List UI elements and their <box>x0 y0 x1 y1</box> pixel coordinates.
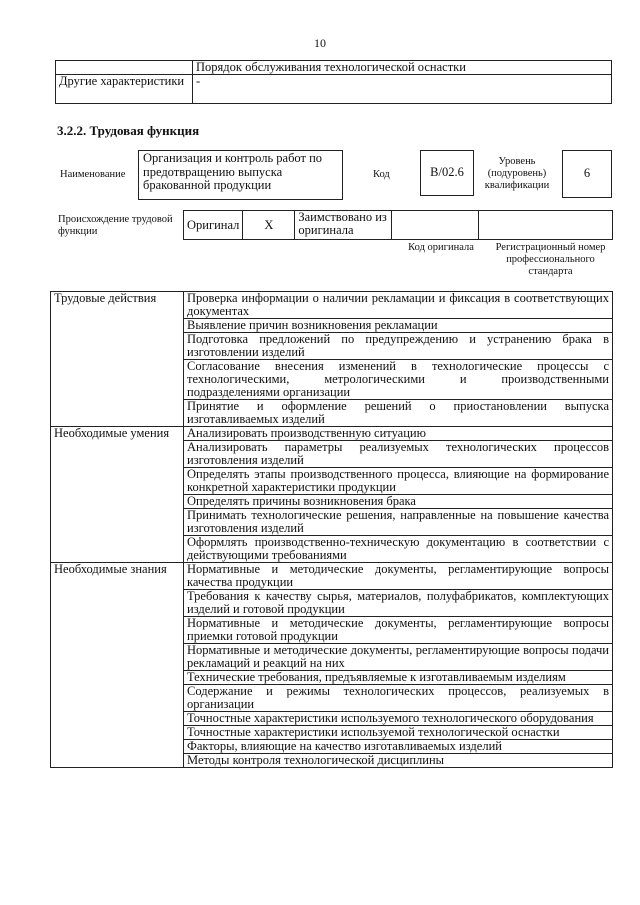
code-original-label: Код оригинала <box>408 242 474 253</box>
original-label: Оригинал <box>184 211 243 240</box>
reg-number-label: Регистрационный номер профессионального стандарта <box>495 242 606 277</box>
code-label: Код <box>373 169 390 180</box>
table-row <box>51 427 613 441</box>
group-item: Нормативные и методические документы, регламентирующие вопросы качества продукции <box>184 563 613 590</box>
group-item: Принимать технологические решения, направленные на повышение качества изготовления изделий <box>184 509 613 536</box>
empty-cell <box>56 61 193 75</box>
name-label: Наименование <box>60 169 126 180</box>
origin-label: Происхождение трудовой функции <box>58 214 173 237</box>
group-item: Факторы, влияющие на качество изготавливаемых изделий <box>184 740 613 754</box>
other-characteristics-value: - <box>193 75 612 104</box>
group-item: Определять причины возникновения брака <box>184 495 613 509</box>
reg-number-cell <box>479 211 613 240</box>
group-title: Необходимые умения <box>51 427 184 563</box>
level-box: 6 <box>562 150 612 198</box>
group-item: Согласование внесения изменений в технологические процессы с технологическими, метрологическими и производственными подразделениями организации <box>184 360 613 400</box>
group-item: Анализировать производственную ситуацию <box>184 427 613 441</box>
group-item: Содержание и режимы технологических процессов, реализуемых в организации <box>184 685 613 712</box>
group-item: Нормативные и методические документы, регламентирующие вопросы приемки готовой продукции <box>184 617 613 644</box>
original-mark: X <box>243 211 295 240</box>
group-item: Требования к качеству сырья, материалов, полуфабрикатов, комплектующих изделий и готовой продукции <box>184 590 613 617</box>
code-box: B/02.6 <box>420 150 474 196</box>
function-name-box: Организация и контроль работ по предотвращению выпуска бракованной продукции <box>138 150 343 200</box>
group-item: Анализировать параметры реализуемых технологических процессов изготовления изделий <box>184 441 613 468</box>
group-item: Выявление причин возникновения рекламации <box>184 319 613 333</box>
characteristics-table <box>55 60 612 104</box>
group-item: Подготовка предложений по предупреждению и устранению брака в изготовлении изделий <box>184 333 613 360</box>
code-original-cell <box>392 211 479 240</box>
group-item: Методы контроля технологической дисциплины <box>184 754 613 768</box>
other-characteristics-label: Другие характеристики <box>56 75 193 104</box>
group-item: Принятие и оформление решений о приостановлении выпуска изготавливаемых изделий <box>184 400 613 427</box>
characteristic-value: Порядок обслуживания технологической оснастки <box>193 61 612 75</box>
level-label: Уровень (подуровень) квалификации <box>484 156 550 191</box>
section-title: 3.2.2. Трудовая функция <box>57 123 200 138</box>
group-item: Оформлять производственно-техническую документацию в соответствии с действующими требованиями <box>184 536 613 563</box>
group-item: Точностные характеристики используемого технологического оборудования <box>184 712 613 726</box>
table-row <box>51 292 613 319</box>
group-item: Определять этапы производственного процесса, влияющие на формирование конкретной характеристики продукции <box>184 468 613 495</box>
labor-function-table <box>50 291 613 768</box>
page-number: 10 <box>314 36 326 50</box>
group-item: Нормативные и методические документы, регламентирующие вопросы подачи рекламаций и реакций на них <box>184 644 613 671</box>
group-title: Трудовые действия <box>51 292 184 427</box>
group-item: Точностные характеристики используемой технологической оснастки <box>184 726 613 740</box>
group-item: Технические требования, предъявляемые к изготавливаемым изделиям <box>184 671 613 685</box>
group-item: Проверка информации о наличии рекламации и фиксация в соответствующих документах <box>184 292 613 319</box>
borrowed-label: Заимствовано из оригинала <box>295 211 392 240</box>
origin-table <box>183 210 613 240</box>
table-row <box>51 563 613 590</box>
group-title: Необходимые знания <box>51 563 184 768</box>
